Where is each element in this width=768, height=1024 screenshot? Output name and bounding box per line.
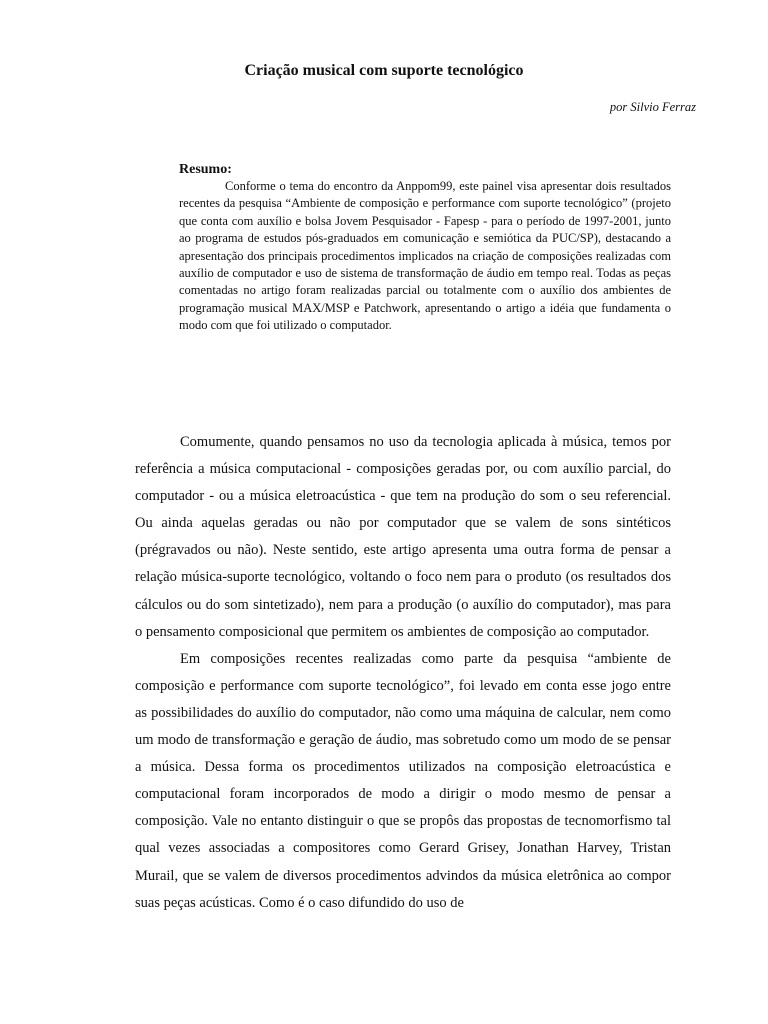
document-title: Criação musical com suporte tecnológico [244,62,524,79]
author-byline: por Silvio Ferraz [609,100,696,114]
body-paragraph: Em composições recentes realizadas como parte da pesquisa “ambiente de composição e performance com suporte tecnológico”, foi levado em conta esse jogo entre as possibilidades do auxílio do computador, não como uma máquina de calcular, nem como um modo de transformação e geração de áudio, mas sobretudo como um modo de se pensar a música. Dessa forma os procedimentos utilizados na composição eletroacústica e computacional foram incorporados de modo a dirigir o modo mesmo de pensar a composição. Vale no entanto distinguir o que se propôs das propostas de tecnomorfismo tal qual vezes associadas a compositores como Gerard Grisey, Jonathan Harvey, Tristan Murail, que se valem de diversos procedimentos advindos da música eletrônica ao compor suas peças acústicas. Como é o caso difundido do uso de [135,650,671,911]
abstract-heading: Resumo: [179,162,232,177]
body-paragraph: Comumente, quando pensamos no uso da tecnologia aplicada à música, temos por referência a música computacional - composições geradas por, ou com auxílio parcial, do computador - ou a música eletroacústica - que tem na produção do som o seu referencial. Ou ainda aquelas geradas ou não por computador que se valem de sons sintéticos (prégravados ou não). Neste sentido, este artigo apresenta uma outra forma de pensar a relação música-suporte tecnológico, voltando o foco nem para o produto (os resultados dos cálculos ou do som sintetizado), nem para a produção (o auxílio do computador), mas para o pensamento composicional que permitem os ambientes de composição ao computador. [135,434,671,640]
body-section [135,429,671,917]
abstract-text: Conforme o tema do encontro da Anppom99, este painel visa apresentar dois resultados recentes da pesquisa “Ambiente de composição e performance com suporte tecnológico” (projeto que conta com auxílio e bolsa Jovem Pesquisador - Fapesp - para o período de 1997-2001, junto ao programa de estudos pós-graduados em comunicação e semiótica da PUC/SP), destacando a apresentação dos principais procedimentos implicados na criação de composições realizadas com auxílio de computador e uso de sistema de transformação de áudio em tempo real. Todas as peças comentadas no artigo foram realizadas parcial ou totalmente com o auxílio dos ambientes de programação musical MAX/MSP e Patchwork, apresentando o artigo a idéia que fundamenta o modo com que foi utilizado o computador. [179,179,671,333]
abstract-section [179,161,671,335]
